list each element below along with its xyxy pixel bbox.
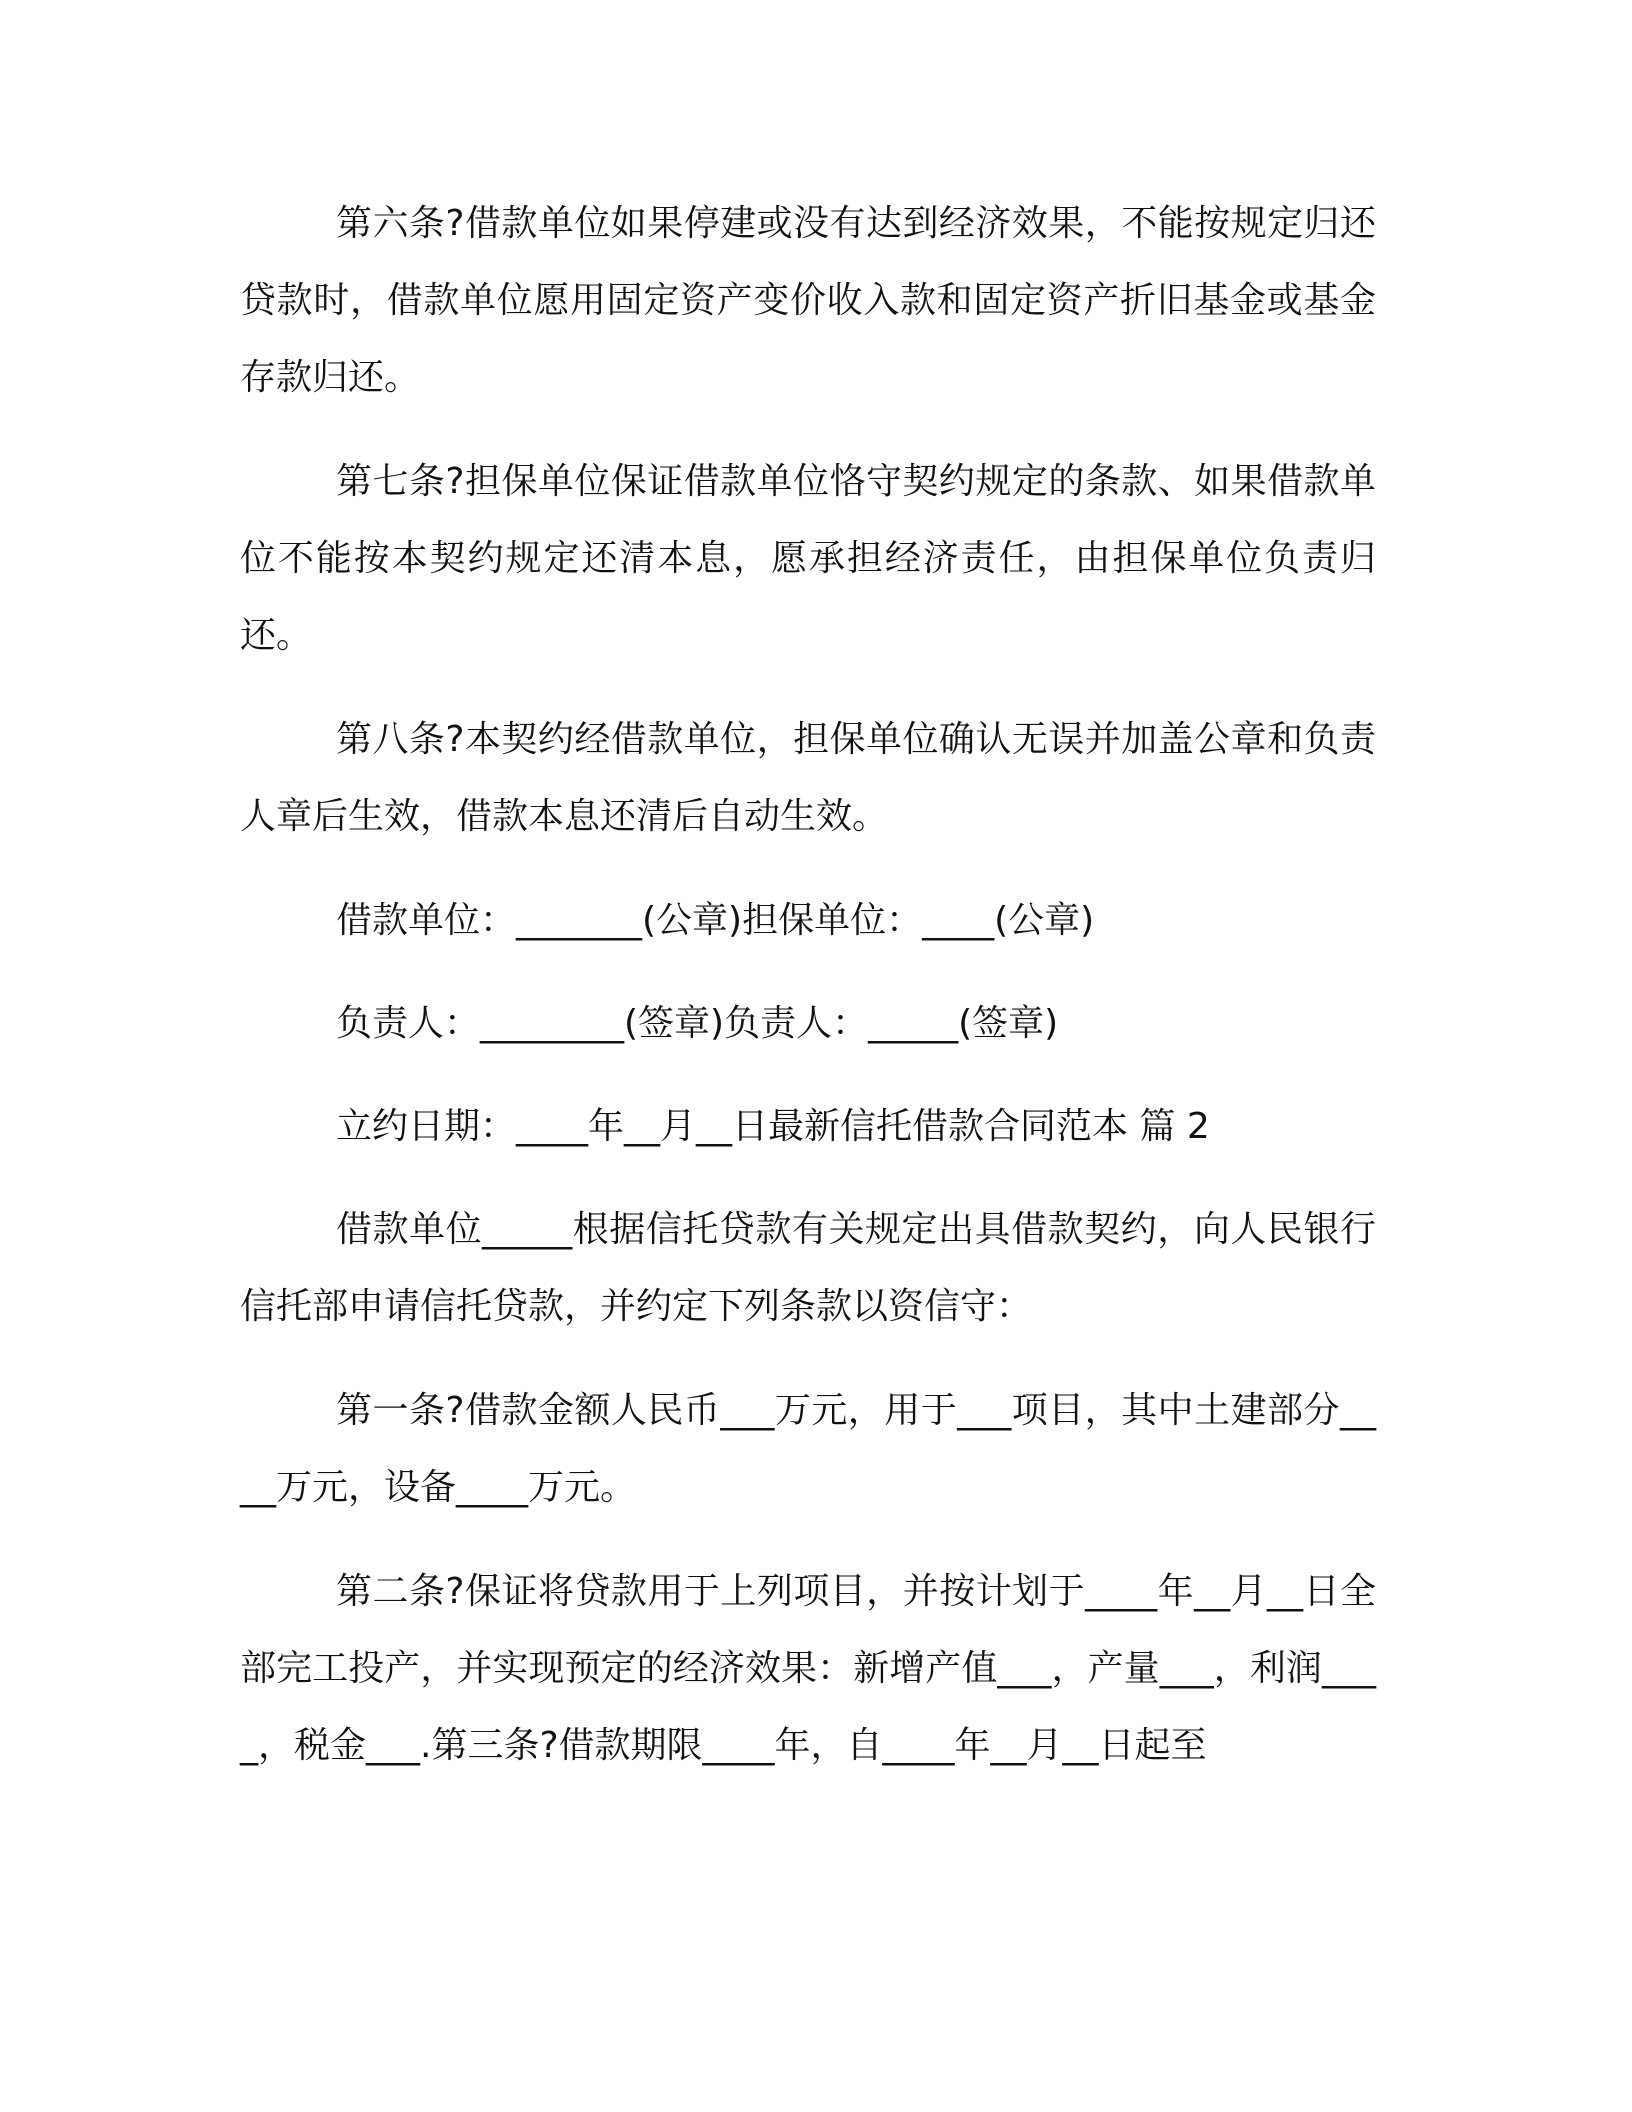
article-7-paragraph: 第七条?担保单位保证借款单位恪守契约规定的条款、如果借款单位不能按本契约规定还清本息，愿承担经济责任，由担保单位负责归还。 [240,461,1376,656]
responsible-person-signature-line: 负责人：________(签章)负责人：_____(签章) [336,1003,1059,1044]
document-body [240,185,1376,1811]
contract-date-line: 立约日期：____年__月__日最新信托借款合同范本 篇 2 [336,1106,1210,1147]
article-1-paragraph: 第一条?借款金额人民币___万元，用于___项目，其中土建部分____万元，设备____万元。 [240,1390,1376,1508]
article-2-3-paragraph: 第二条?保证将贷款用于上列项目，并按计划于____年__月__日全部完工投产，并实现预定的经济效果：新增产值___，产量___，利润____，税金___.第三条?借款期限____年，自____年__月__日起至 [240,1571,1376,1766]
article-8-paragraph: 第八条?本契约经借款单位，担保单位确认无误并加盖公章和负责人章后生效，借款本息还清后自动生效。 [240,719,1376,837]
borrower-guarantor-seal-line: 借款单位：_______(公章)担保单位：____(公章) [336,900,1095,941]
article-6-paragraph: 第六条?借款单位如果停建或没有达到经济效果，不能按规定归还贷款时，借款单位愿用固定资产变价收入款和固定资产折旧基金或基金存款归还。 [240,203,1376,398]
contract-intro-paragraph: 借款单位_____根据信托贷款有关规定出具借款契约，向人民银行信托部申请信托贷款，并约定下列条款以资信守： [240,1209,1376,1327]
